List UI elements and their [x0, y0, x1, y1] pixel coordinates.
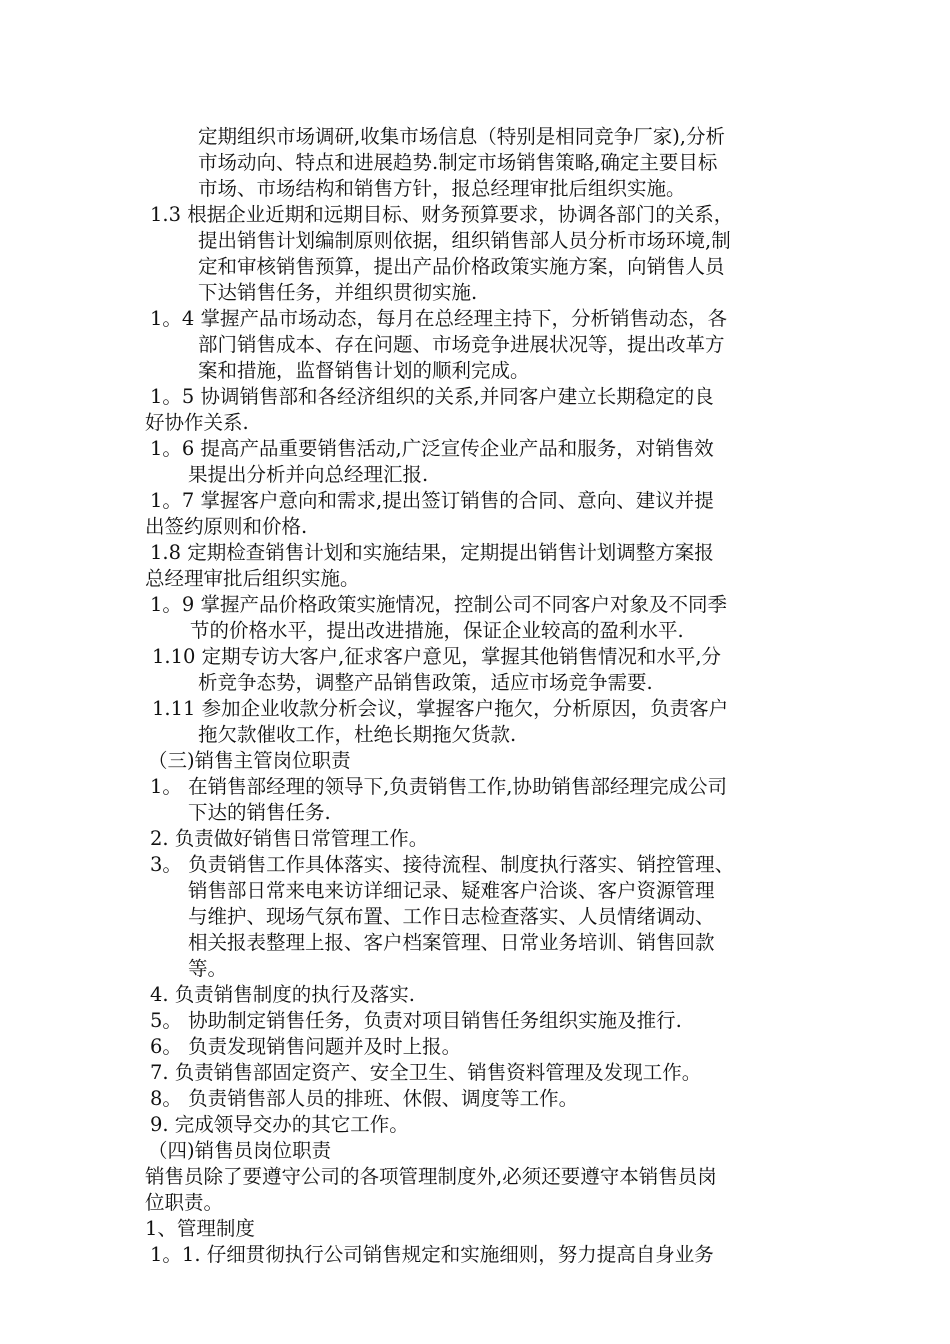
- text-line: 拖欠款催收工作，杜绝长期拖欠货款.: [198, 723, 517, 746]
- text-line: 1。4 掌握产品市场动态，每月在总经理主持下，分析销售动态，各: [150, 307, 728, 330]
- text-line: 位职责。: [145, 1191, 224, 1214]
- text-line: 1。9 掌握产品价格政策实施情况，控制公司不同客户对象及不同季: [150, 593, 728, 616]
- text-line: 1。1. 仔细贯彻执行公司销售规定和实施细则，努力提高自身业务: [150, 1243, 714, 1266]
- text-line: 节的价格水平，提出改进措施，保证企业较高的盈利水平.: [190, 619, 684, 642]
- text-line: 1。 在销售部经理的领导下,负责销售工作,协助销售部经理完成公司: [150, 775, 728, 798]
- text-line: 析竞争态势，调整产品销售政策，适应市场竞争需要.: [198, 671, 653, 694]
- text-line: 销售员除了要遵守公司的各项管理制度外,必须还要遵守本销售员岗: [145, 1165, 717, 1188]
- text-line: 2. 负责做好销售日常管理工作。: [150, 827, 429, 850]
- text-line: 1。6 提高产品重要销售活动,广泛宣传企业产品和服务，对销售效: [150, 437, 714, 460]
- text-line: 果提出分析并向总经理汇报.: [188, 463, 429, 486]
- text-line: 案和措施，监督销售计划的顺利完成。: [198, 359, 530, 382]
- text-line: 出签约原则和价格.: [145, 515, 308, 538]
- text-line: 8。 负责销售部人员的排班、休假、调度等工作。: [150, 1087, 579, 1110]
- text-line: 定和审核销售预算，提出产品价格政策实施方案，向销售人员: [198, 255, 725, 278]
- text-line: 4. 负责销售制度的执行及落实.: [150, 983, 416, 1006]
- text-line: 1.10 定期专访大客户,征求客户意见，掌握其他销售情况和水平,分: [152, 645, 722, 668]
- text-line: 提出销售计划编制原则依据，组织销售部人员分析市场环境,制: [198, 229, 731, 252]
- section-heading: （三)销售主管岗位职责: [148, 749, 351, 772]
- text-line: 好协作关系.: [145, 411, 249, 434]
- text-line: 1.3 根据企业近期和远期目标、财务预算要求，协调各部门的关系，: [150, 203, 734, 226]
- text-line: 总经理审批后组织实施。: [145, 567, 360, 590]
- text-line: 下达的销售任务.: [188, 801, 331, 824]
- text-line: 5。 协助制定销售任务，负责对项目销售任务组织实施及推行.: [150, 1009, 682, 1032]
- text-line: 9. 完成领导交办的其它工作。: [150, 1113, 409, 1136]
- text-line: 1。5 协调销售部和各经济组织的关系,并同客户建立长期稳定的良: [150, 385, 714, 408]
- text-line: 等。: [188, 957, 228, 980]
- text-line: 6。 负责发现销售问题并及时上报。: [150, 1035, 462, 1058]
- section-heading: （四)销售员岗位职责: [148, 1139, 332, 1162]
- text-line: 1.8 定期检查销售计划和实施结果，定期提出销售计划调整方案报: [150, 541, 714, 564]
- section-heading: 1、管理制度: [145, 1217, 255, 1240]
- text-line: 1。7 掌握客户意向和需求,提出签订销售的合同、意向、建议并提: [150, 489, 714, 512]
- text-line: 定期组织市场调研,收集市场信息（特别是相同竞争厂家),分析: [198, 125, 726, 148]
- text-line: 1.11 参加企业收款分析会议，掌握客户拖欠，分析原因，负责客户: [152, 697, 729, 720]
- text-line: 7. 负责销售部固定资产、安全卫生、销售资料管理及发现工作。: [150, 1061, 702, 1084]
- text-line: 下达销售任务，并组织贯彻实施.: [198, 281, 478, 304]
- text-line: 与维护、现场气氛布置、工作日志检查落实、人员情绪调动、: [188, 905, 715, 928]
- text-line: 部门销售成本、存在问题、市场竞争进展状况等，提出改革方: [198, 333, 725, 356]
- text-line: 市场、市场结构和销售方针，报总经理审批后组织实施。: [198, 177, 686, 200]
- text-line: 3。 负责销售工作具体落实、接待流程、制度执行落实、销控管理、: [150, 853, 735, 876]
- text-line: 相关报表整理上报、客户档案管理、日常业务培训、销售回款: [188, 931, 715, 954]
- text-line: 销售部日常来电来访详细记录、疑难客户洽谈、客户资源管理: [188, 879, 715, 902]
- text-line: 市场动向、特点和进展趋势.制定市场销售策略,确定主要目标: [198, 151, 718, 174]
